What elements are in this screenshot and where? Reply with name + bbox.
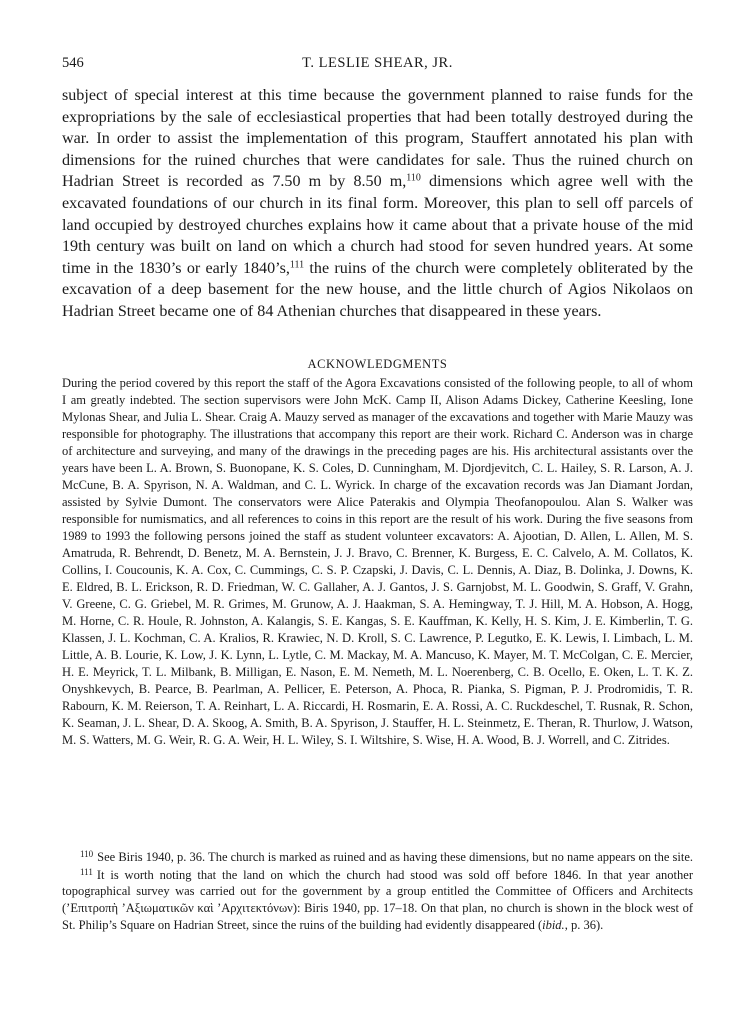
footnote-ref-110[interactable]: 110 (406, 172, 421, 184)
acknowledgments-text: During the period covered by this report the staff of the Agora Excavations consisted of the following people, to all of whom I am greatly indebted. The section supervisors were John McK. Camp II, Alison Adams Dickey, Catherine Keesling, Ione Mylonas Shear, and Julia L. Shear. Craig A. Mauzy served as manager of the excavations and together with Marie Mauzy was responsible for photography. The illustrations that accompany this report are their work. Richard C. Anderson was in charge of architecture and surveying, and many of the drawings in the preceding pages are his. His architectural assistants over the years have been L. A. Brown, S. Buonopane, K. S. Coles, D. Cunningham, M. Djordjevitch, C. L. Hailey, S. R. Larson, A. J. McCune, B. A. Spyrison, N. A. Waldman, and C. L. Wyrick. In charge of the excavation records was Jan Diamant Jordan, assisted by Sylvie Dumont. The conservators were Alice Paterakis and Olympia Theofanopoulou. Alan S. Walker was responsible for numismatics, and all references to coins in this report are the result of his work. During the five seasons from 1989 to 1993 the following persons joined the staff as student volunteer excavators: A. Ajootian, D. Allen, L. Allen, M. S. Amatruda, R. Behrendt, D. Benetz, M. A. Bernstein, J. J. Bravo, C. Brenner, K. Burgess, E. C. Calvelo, A. M. Collatos, K. Collins, I. Coucounis, K. A. Cox, C. Cummings, C. S. P. Czapski, J. Davis, C. L. Dennis, A. Diaz, B. Dolinka, J. Downs, K. E. Eldred, B. L. Erickson, R. D. Friedman, W. C. Gallaher, A. J. Gantos, J. S. Garnjobst, M. L. Goodwin, S. Graff, V. Grahn, V. Greene, C. G. Griebel, M. R. Grimes, M. Grunow, A. J. Haakman, S. A. Hemingway, T. J. Hill, M. A. Hobson, A. Hogg, M. Horne, C. R. Houle, R. Johnston, A. Kalangis, S. E. Kangas, S. E. Kauffman, K. Kelly, H. S. Kim, J. E. Kimberlin, T. G. Klassen, J. L. Kochman, C. A. Kralios, R. Krawiec, N. D. Kroll, S. C. Lawrence, P. Legutko, E. K. Lewis, I. Limbach, L. M. Little, A. B. Lourie, K. Low, J. K. Lynn, L. Lytle, C. M. Mackay, M. A. Mancuso, K. Mayer, M. T. McColgan, C. E. Mercier, H. E. Meyrick, T. L. Milbank, B. Milligan, E. Nason, E. M. Nemeth, M. L. Noerenberg, C. B. Ocello, E. Oken, L. T. K. Z. Onyshkevych, B. Pearce, B. Pearlman, A. Pellicer, E. Peterson, A. Phoca, R. Pianka, S. Pigman, P. J. Prodromidis, T. R. Rabourn, K. M. Reierson, T. A. Reinhart, L. A. Riccardi, H. Rosmarin, E. A. Rossi, A. C. Ruckdeschel, T. Rusnak, R. Schon, K. Seaman, J. L. Shear, D. A. Skoog, A. Smith, B. A. Spyrison, J. Stauffer, H. L. Steinmetz, E. Theran, R. Thurlow, J. Watson, M. S. Watters, M. G. Weir, R. G. A. Weir, H. L. Wiley, S. I. Wiltshire, S. Wise, H. A. Wood, B. J. Worrell, and C. Zitrides. (62, 376, 693, 747)
footnote-110 (62, 849, 693, 866)
acknowledgments-heading: ACKNOWLEDGMENTS (307, 357, 448, 371)
page-number: 546 (62, 55, 84, 71)
acknowledgments-section (62, 375, 693, 749)
body-text-part-1: subject of special interest at this time because the government planned to raise funds for the expropriations by the sale of ecclesiastical properties that had been totally destroyed during the war. In order to assist the implementation of this program, Stauffert annotated his plan with dimensions for the ruined churches that were candidates for sale. Thus the ruined church on Hadrian Street is recorded as 7.50 m by 8.50 m, (62, 87, 693, 191)
footnote-number: 110 (80, 848, 94, 859)
body-paragraph (62, 85, 693, 323)
running-title: T. LESLIE SHEAR, JR. (302, 55, 453, 71)
footnote-text: See Biris 1940, p. 36. The church is marked as ruined and as having these dimensions, but no name appears on the site. (97, 850, 693, 864)
footnote-ref-111[interactable]: 111 (289, 259, 305, 271)
body-text (62, 85, 693, 323)
footnote-italic-ibid: ibid. (542, 917, 565, 932)
footnote-text-end: , p. 36). (564, 917, 604, 932)
page-header (62, 55, 693, 77)
footnote-number: 111 (80, 866, 93, 877)
footnote-111 (62, 867, 693, 934)
body-text-part-3: the ruins of the church were completely obliterated by the excavation of a deep basement for the new house, and the little church of Agios Nikolaos on Hadrian Street became one of 84 Athenian churches that disappeared in these years. (62, 259, 693, 320)
footnote-text: It is worth noting that the land on which the church had stood was sold off before 1846. In that year another topographical survey was carried out for the government by a group entitled the Committee of Officers and Architects (’Επιτροπὴ ’Αξιωματικῶν καὶ ’Αρχιτεκτόνων): Biris 1940, pp. 17–18. On that plan, no church is shown in the block west of St. Philip’s Square on Hadrian Street, since the ruins of the building had evidently disappeared ( (62, 867, 693, 932)
body-text-part-2: dimensions which agree well with the excavated foundations of our church in its final form. Moreover, this plan to sell off parcels of land occupied by destroyed churches explains how it came about that a private house of the mid 19th century was built on land on which a church had stood for seven hundred years. At some time in the 1830’s or early 1840’s, (62, 173, 694, 277)
footnotes-section (62, 849, 693, 934)
